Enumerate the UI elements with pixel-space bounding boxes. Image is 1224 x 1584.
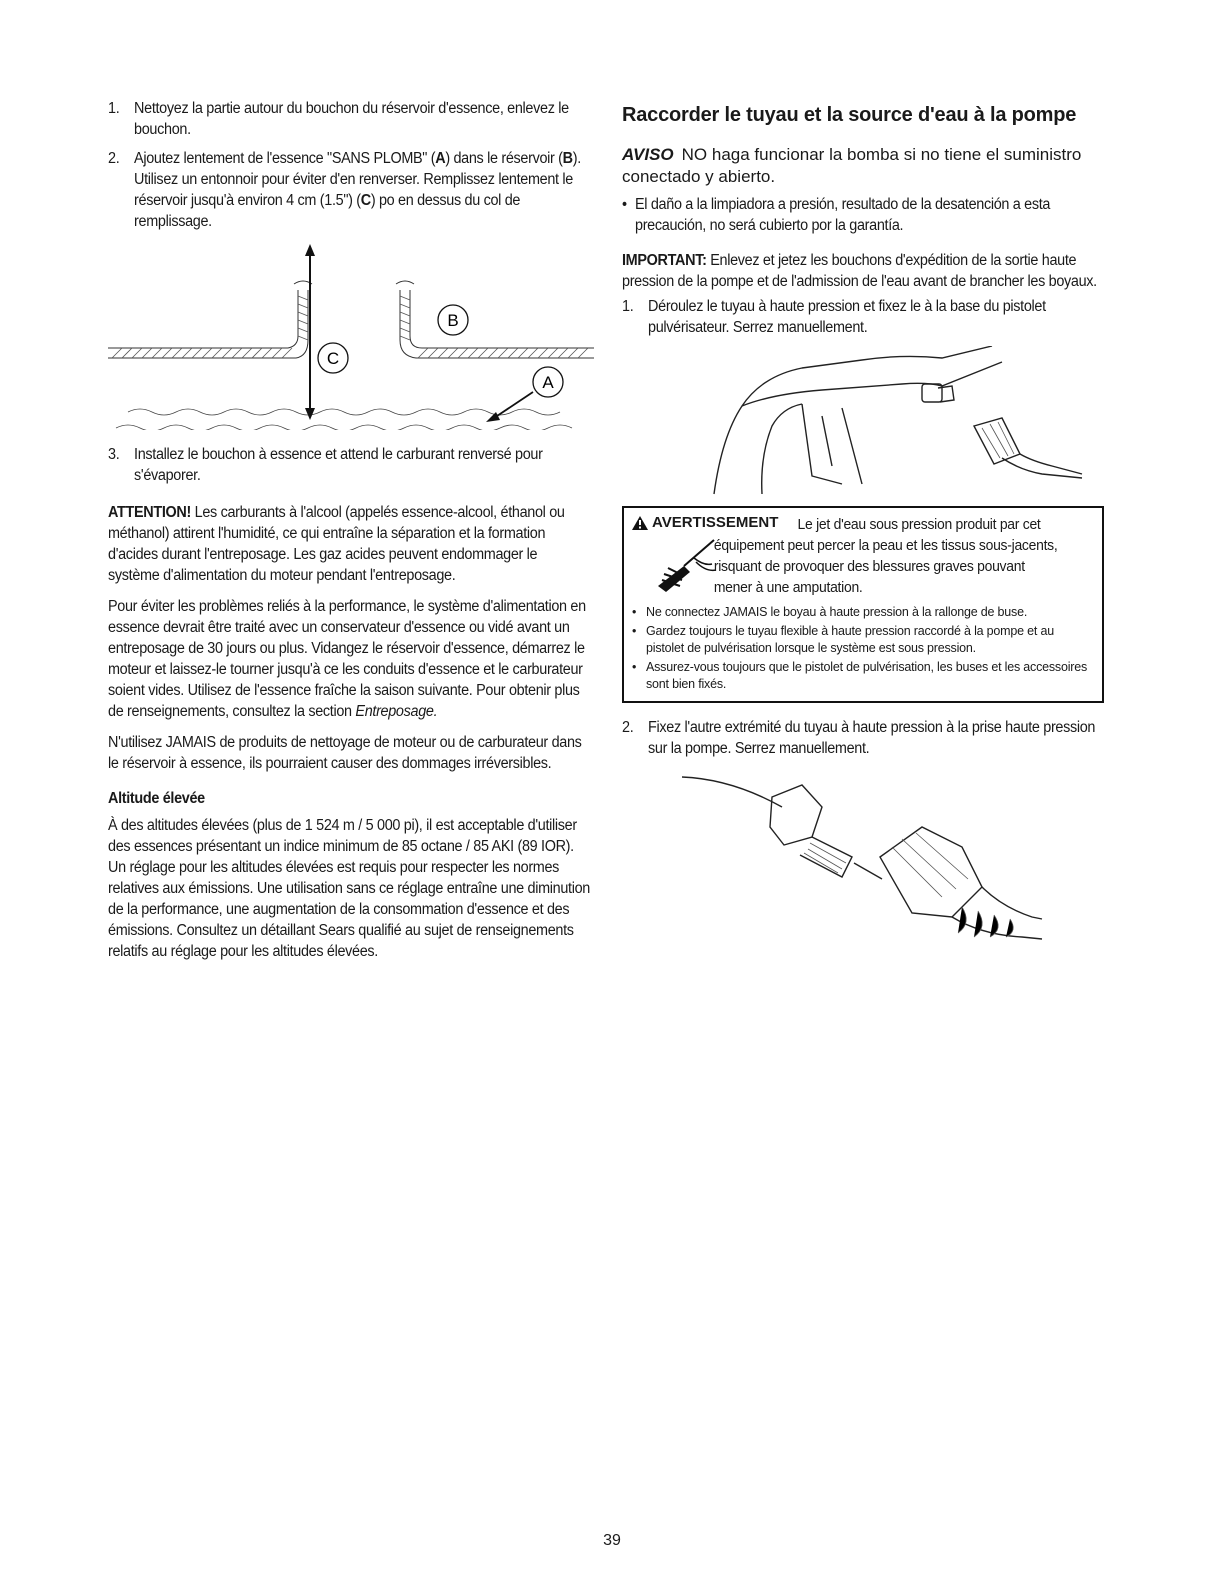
step-text: Installez le bouchon à essence et attend le carburant renversé pour s'évaporer.	[134, 446, 543, 484]
aviso-bullet: • El daño a la limpiadora a presión, resultado de la desatención a esta precaución, no será cubierto por la garantía.	[622, 196, 1051, 234]
fuel-tank-figure	[108, 240, 594, 430]
warning-box	[622, 506, 1104, 703]
right-column	[622, 98, 1104, 947]
step-number: 2.	[108, 150, 120, 167]
step-3	[108, 444, 592, 486]
warning-bullet: • Ne connectez JAMAIS le boyau à haute pression à la rallonge de buse.	[632, 605, 1028, 619]
label-a: A	[542, 373, 554, 392]
warning-title: AVERTISSEMENT	[632, 514, 804, 531]
aviso-label: AVISO	[622, 145, 674, 164]
left-column	[108, 98, 594, 972]
step-number: 3.	[108, 446, 120, 463]
warning-bullet: • Assurez-vous toujours que le pistolet de pulvérisation, les buses et les accessoires sont bien fixés.	[632, 660, 1088, 691]
storage-paragraph: Pour éviter les problèmes reliés à la performance, le système d'alimentation en essence devrait être traité avec un conservateur d'essence ou vidé avant un entreposage de 30 jours ou plus. Vidangez le réservoir d'essence, démarrez le moteur et laissez-le tourner jusqu'à ce les conduits d'essence et le carburateur soient vides. Utilisez de l'essence fraîche la saison suivante. Pour obtenir plus de renseignements, consultez la section Entreposage.	[108, 598, 586, 720]
warning-bullet: • Gardez toujours le tuyau flexible à haute pression raccordé à la pompe et au pistolet de pulvérisation lorsque le système est sous pression.	[632, 624, 1054, 655]
spray-gun-figure	[702, 346, 1184, 496]
step-number: 1.	[108, 100, 120, 117]
subheading-altitude: Altitude élevée	[108, 790, 205, 807]
step-text: Ajoutez lentement de l'essence "SANS PLOMB" (A) dans le réservoir (B). Utilisez un entonnoir pour éviter d'en renverser. Remplissez lentement le réservoir jusqu'à environ 4 cm (1.5") (C) po en dessus du col de remplissage.	[134, 150, 581, 230]
right-step-1: 1. Déroulez le tuyau à haute pression et fixez le à la base du pistolet pulvérisateur. Serrez manuellement.	[622, 298, 1046, 336]
step-1	[108, 98, 592, 140]
warning-text-first: Le jet d'eau sous pression produit par cet	[797, 516, 1041, 533]
hose-connection-figure	[622, 767, 1104, 947]
section-heading: Raccorder le tuyau et la source d'eau à la pompe	[622, 104, 1077, 126]
important-paragraph: IMPORTANT: Enlevez et jetez les bouchons d'expédition de la sortie haute pression de la pompe et de l'admission de l'eau avant de brancher les boyaux.	[622, 252, 1097, 290]
step-text: Nettoyez la partie autour du bouchon du réservoir d'essence, enlevez le bouchon.	[134, 100, 569, 138]
attention-label: ATTENTION!	[108, 504, 191, 521]
page-number: 39	[603, 1532, 621, 1549]
warning-text-rest: équipement peut percer la peau et les tissus sous-jacents, risquant de provoquer des blessures graves pouvant mener à une amputation.	[713, 537, 1058, 596]
right-step-2: 2. Fixez l'autre extrémité du tuyau à haute pression à la prise haute pression sur la pompe. Serrez manuellement.	[622, 719, 1096, 757]
label-b: B	[447, 311, 459, 330]
cleaning-warning-paragraph: N'utilisez JAMAIS de produits de nettoyage de moteur ou de carburateur dans le réservoir à essence, ils pourraient causer des dommages irréversibles.	[108, 734, 582, 772]
step-2	[108, 148, 592, 232]
important-label: IMPORTANT:	[622, 252, 707, 269]
label-c: C	[326, 349, 340, 368]
aviso-notice: AVISO NO haga funcionar la bomba si no tiene el suministro conectado y abierto.	[622, 145, 1082, 186]
attention-paragraph: ATTENTION! Les carburants à l'alcool (appelés essence-alcool, éthanol ou méthanol) attirent l'humidité, ce qui entraîne la séparation et la formation d'acides durant l'entreposage. Les gaz acides peuvent endommager le système d'alimentation du moteur pendant l'entreposage.	[108, 504, 565, 584]
altitude-paragraph: À des altitudes élevées (plus de 1 524 m / 5 000 pi), il est acceptable d'utiliser des essences présentant un indice minimum de 85 octane / 85 AKI (89 IOR). Un réglage pour les altitudes élevées est requis pour respecter les normes relatives aux émissions. Une utilisation sans ce réglage entraîne une diminution de la performance, une augmentation de la consommation d'essence et des émissions. Consultez un détaillant Sears qualifié au sujet de renseignements relatifs au réglage pour les altitudes élevées.	[108, 817, 590, 960]
